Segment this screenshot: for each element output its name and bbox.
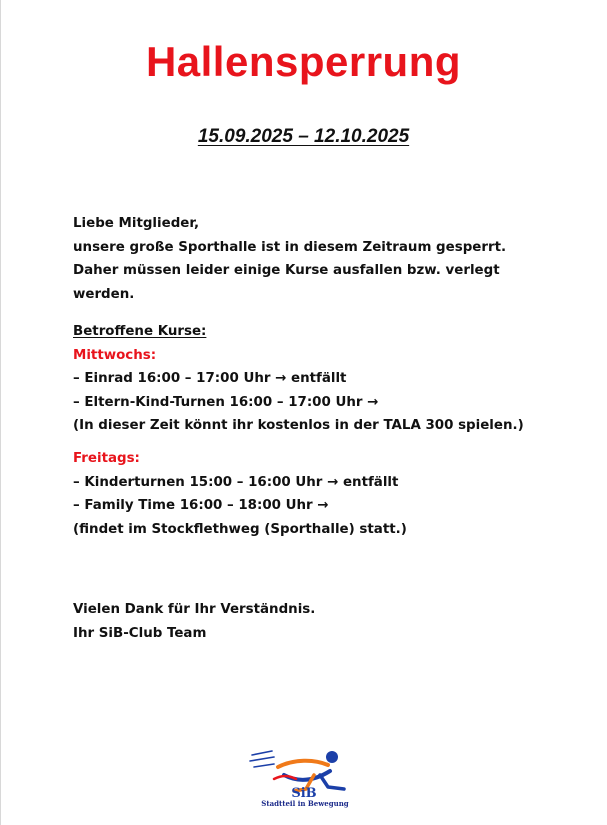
closure-date-range: 15.09.2025 – 12.10.2025: [197, 126, 410, 147]
course-line-family-time: – Family Time 16:00 – 18:00 Uhr →: [73, 498, 329, 513]
friday-heading: Freitags:: [73, 451, 140, 466]
intro-line: werden.: [73, 286, 135, 302]
closing-signature: Ihr SiB-Club Team: [73, 625, 207, 641]
logo-speed-lines-icon: [250, 751, 274, 767]
closing-thanks: Vielen Dank für Ihr Verständnis.: [73, 602, 316, 617]
friday-section: [73, 447, 407, 541]
logo-tagline: Stadtteil in Bewegung: [261, 799, 349, 808]
closing-section: [73, 598, 315, 645]
affected-courses-section: [73, 320, 524, 438]
wednesday-heading: Mittwochs:: [73, 347, 157, 363]
intro-paragraph: [73, 212, 506, 306]
course-line-kinderturnen: – Kinderturnen 15:00 – 16:00 Uhr → entfällt: [73, 474, 399, 490]
logo-wordmark: SiB: [291, 786, 317, 801]
intro-line: Daher müssen leider einige Kurse ausfallen bzw. verlegt: [73, 263, 500, 278]
course-line-eltern-kind-turnen: – Eltern-Kind-Turnen 16:00 – 17:00 Uhr →: [73, 394, 379, 410]
logo-figure-icon: [274, 751, 344, 791]
page-edge: [0, 0, 1, 825]
affected-courses-heading: Betroffene Kurse:: [73, 324, 207, 339]
friday-note: (findet im Stockflethweg (Sporthalle) statt.): [73, 521, 407, 537]
course-line-einrad: – Einrad 16:00 – 17:00 Uhr → entfällt: [73, 371, 347, 386]
page-title: Hallensperrung: [145, 38, 462, 85]
wednesday-note: (In dieser Zeit könnt ihr kostenlos in der TALA 300 spielen.): [73, 418, 524, 433]
intro-line: unsere große Sporthalle ist in diesem Zeitraum gesperrt.: [73, 239, 507, 255]
intro-line: Liebe Mitglieder,: [73, 216, 200, 231]
